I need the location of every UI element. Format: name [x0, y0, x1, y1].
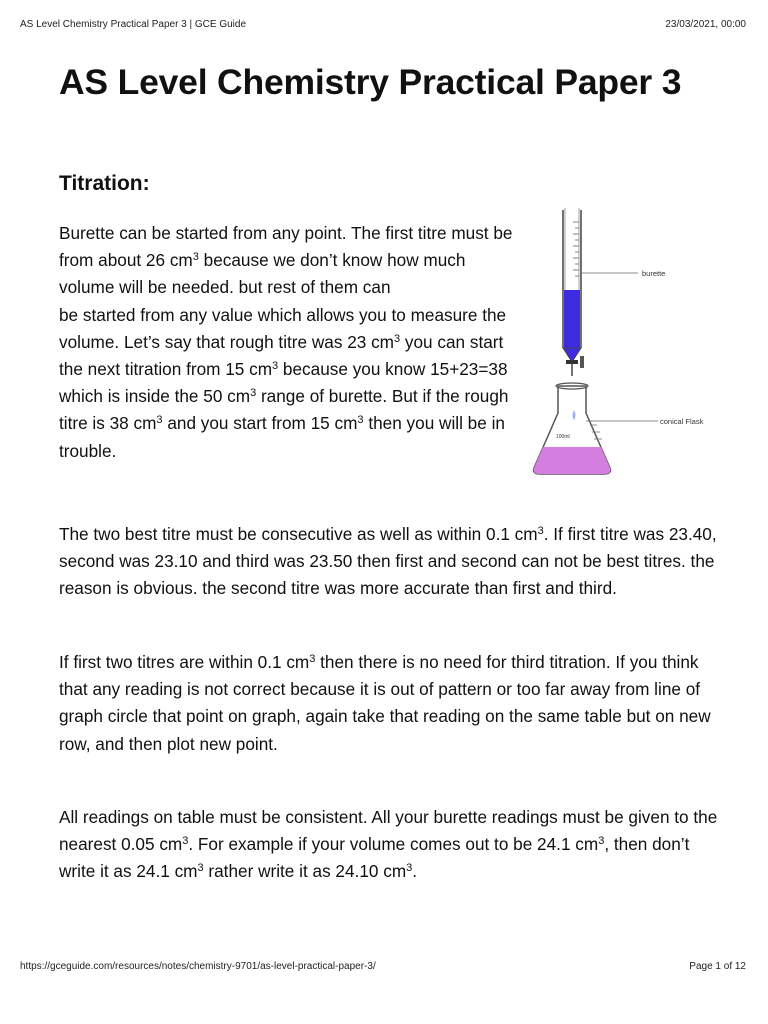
paragraph-third-titration — [59, 649, 719, 758]
text-span: because you know 15+23=38 which is inside the 50 cm — [59, 359, 508, 407]
text-span: then there is no need for third titration. If you think that any reading is not correct because it is out of pattern or too far away from line of graph circle that point on graph, again take that reading on the same table but on new row, and then plot new point. — [59, 652, 711, 754]
superscript: 3 — [394, 332, 401, 345]
print-header — [20, 19, 746, 30]
paragraph-readings-consistent — [59, 804, 729, 886]
text-span: , then don’t write it as 24.1 cm — [59, 834, 690, 882]
print-header-datetime: 23/03/2021, 00:00 — [665, 19, 746, 30]
paragraph-burette-start — [59, 220, 519, 465]
text-span: volume will be needed. but rest of them can — [59, 277, 391, 298]
superscript: 3 — [250, 387, 257, 400]
superscript: 3 — [406, 862, 413, 875]
source-url: https://gceguide.com/resources/notes/chemistry-9701/as-level-practical-paper-3/ — [20, 961, 376, 972]
superscript: 3 — [197, 862, 204, 875]
text-span: . — [412, 861, 418, 882]
text-span: The two best titre must be consecutive as well as within 0.1 cm — [59, 524, 538, 544]
burette-liquid — [564, 290, 580, 348]
print-header-title: AS Level Chemistry Practical Paper 3 | GCE Guide — [20, 19, 247, 30]
superscript: 3 — [537, 525, 544, 537]
section-heading: Titration: — [59, 172, 150, 195]
conical-flask-illustration — [534, 383, 658, 474]
page-number: Page 1 of 12 — [689, 961, 746, 972]
text-span: All readings on table must be consistent. All your burette readings must be given to the nearest 0.05 cm — [59, 807, 718, 855]
superscript: 3 — [156, 414, 163, 427]
text-span: because we don’t know how much — [198, 250, 466, 271]
text-span: you can start the next titration from 15 cm — [59, 331, 504, 380]
flask-liquid — [534, 447, 611, 474]
titration-diagram-svg — [530, 200, 730, 480]
burette-label: burette — [642, 269, 666, 278]
page-title: AS Level Chemistry Practical Paper 3 — [59, 62, 682, 102]
flask-volume-mark: 100ml — [556, 434, 570, 440]
titration-diagram — [530, 200, 730, 480]
text-span: . If first titre was 23.40, second was 23.10 and third was 23.50 then first and second can not be best titres. the reason is obvious. the second titre was more accurate than first and third. — [59, 524, 717, 599]
text-span: . For example if your volume comes out to be 24.1 cm — [188, 834, 599, 855]
text-span: If first two titres are within 0.1 cm — [59, 652, 310, 672]
flask-label: conical Flask — [660, 417, 704, 426]
superscript: 3 — [192, 251, 199, 264]
superscript: 3 — [272, 360, 279, 373]
text-span: range of burette. But if the rough titre is 38 cm — [59, 386, 509, 434]
superscript: 3 — [357, 414, 364, 427]
superscript: 3 — [182, 835, 189, 848]
burette-illustration — [563, 208, 638, 376]
text-span: and you start from 15 cm — [162, 413, 358, 434]
superscript: 3 — [598, 835, 605, 848]
superscript: 3 — [309, 653, 316, 665]
text-span: then you will be in trouble. — [59, 413, 505, 461]
text-span: rather write it as 24.10 cm — [203, 861, 407, 882]
text-span: be started from any value which allows you to measure the volume. Let’s say that rough titre was 23 cm — [59, 304, 507, 352]
paragraph-best-titres — [59, 521, 719, 603]
print-footer — [20, 961, 746, 972]
text-span: Burette can be started from any point. The first titre must be from about 26 cm — [59, 223, 513, 271]
